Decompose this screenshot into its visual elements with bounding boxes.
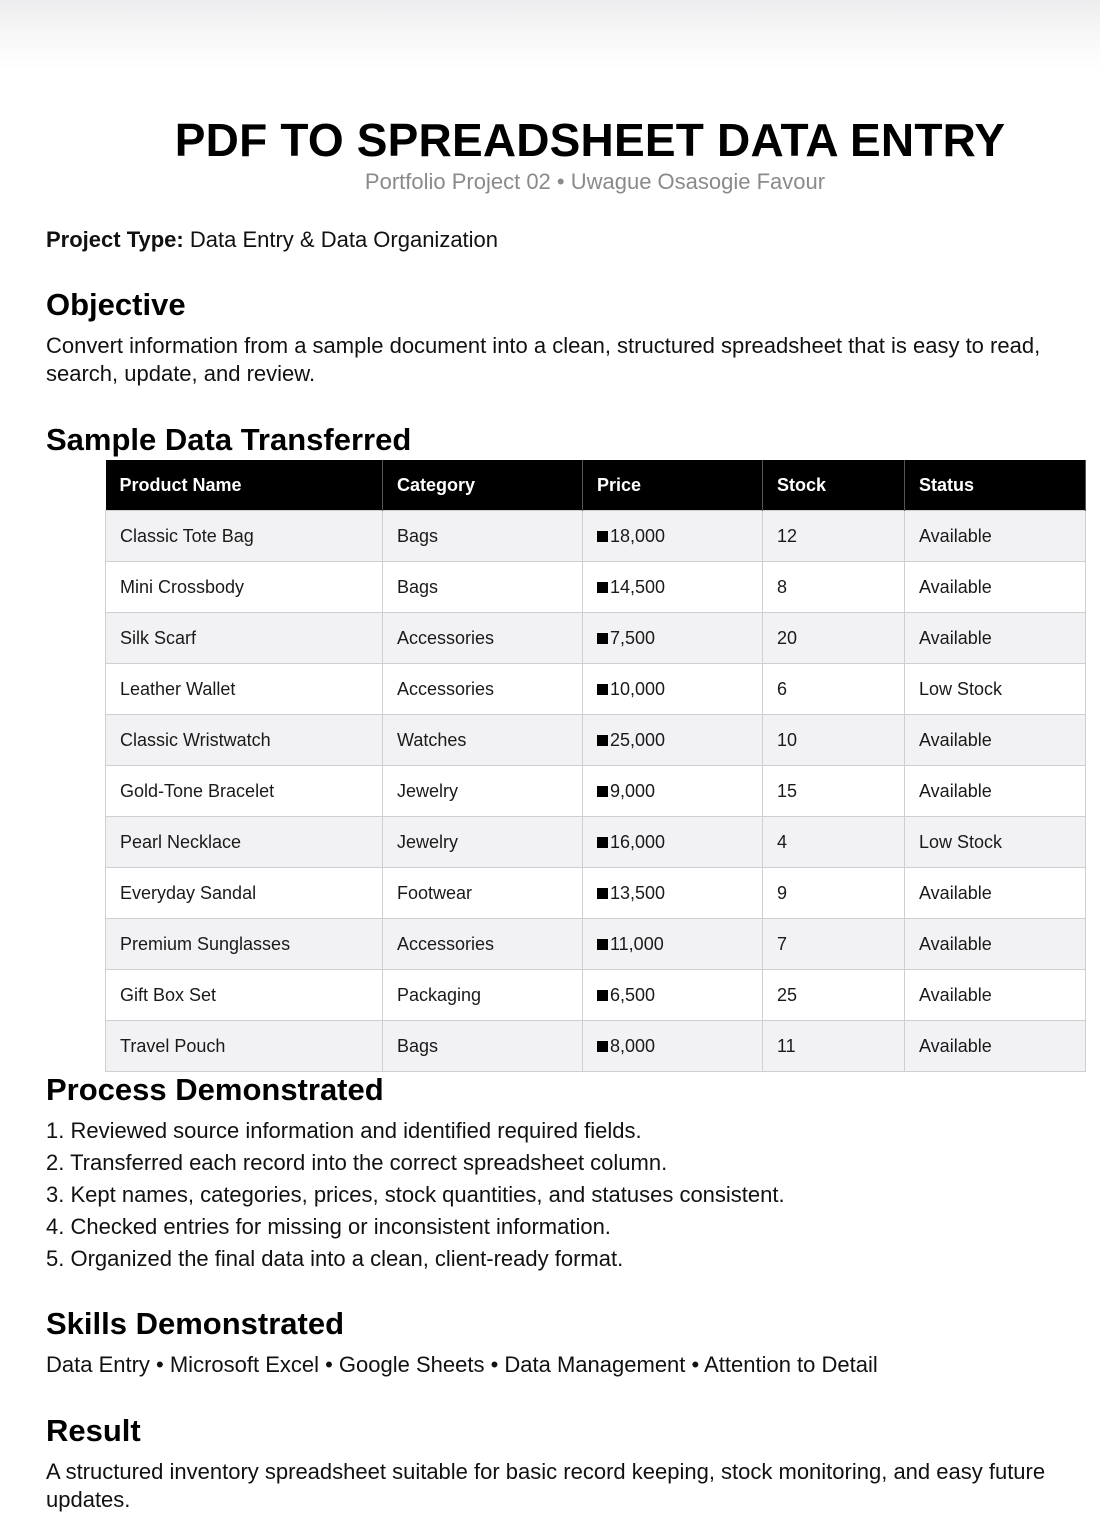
table-row — [106, 562, 1086, 613]
cell-status: Available — [905, 562, 1086, 613]
cell-stock: 10 — [763, 715, 905, 766]
currency-symbol-icon — [597, 786, 608, 797]
cell-status: Available — [905, 919, 1086, 970]
price-value: 8,000 — [610, 1035, 656, 1056]
price-value: 9,000 — [610, 780, 656, 801]
cell-status: Available — [905, 715, 1086, 766]
cell-category: Footwear — [383, 868, 583, 919]
price-value: 18,000 — [610, 525, 666, 546]
cell-category: Bags — [383, 511, 583, 562]
cell-stock: 25 — [763, 970, 905, 1021]
cell-stock: 6 — [763, 664, 905, 715]
cell-status: Available — [905, 613, 1086, 664]
currency-symbol-icon — [597, 735, 608, 746]
cell-stock: 12 — [763, 511, 905, 562]
cell-status: Available — [905, 766, 1086, 817]
cell-status: Available — [905, 970, 1086, 1021]
cell-price — [583, 970, 763, 1021]
cell-status: Available — [905, 868, 1086, 919]
currency-symbol-icon — [597, 939, 608, 950]
price-value: 14,500 — [610, 576, 666, 597]
cell-product-name: Everyday Sandal — [106, 868, 383, 919]
cell-product-name: Silk Scarf — [106, 613, 383, 664]
price-value: 16,000 — [610, 831, 666, 852]
currency-symbol-icon — [597, 1041, 608, 1052]
page-subtitle: Portfolio Project 02 • Uwague Osasogie Favour — [364, 169, 826, 194]
cell-product-name: Leather Wallet — [106, 664, 383, 715]
cell-price — [583, 715, 763, 766]
product-table — [105, 460, 1086, 1072]
currency-symbol-icon — [597, 888, 608, 899]
table-row — [106, 664, 1086, 715]
cell-price — [583, 868, 763, 919]
currency-symbol-icon — [597, 633, 608, 644]
list-item: 5. Organized the final data into a clean, client-ready format. — [46, 1246, 624, 1271]
price-value: 10,000 — [610, 678, 666, 699]
table-row — [106, 766, 1086, 817]
cell-status: Available — [905, 1021, 1086, 1072]
list-item: 1. Reviewed source information and identified required fields. — [46, 1118, 642, 1143]
result-heading: Result — [46, 1413, 141, 1448]
cell-product-name: Premium Sunglasses — [106, 919, 383, 970]
currency-symbol-icon — [597, 837, 608, 848]
cell-category: Watches — [383, 715, 583, 766]
cell-price — [583, 562, 763, 613]
cell-price — [583, 613, 763, 664]
cell-category: Bags — [383, 1021, 583, 1072]
cell-stock: 8 — [763, 562, 905, 613]
table-row — [106, 715, 1086, 766]
currency-symbol-icon — [597, 684, 608, 695]
cell-category: Packaging — [383, 970, 583, 1021]
column-header-stock: Stock — [763, 460, 905, 511]
skills-heading: Skills Demonstrated — [46, 1306, 345, 1341]
cell-category: Bags — [383, 562, 583, 613]
project-type-label: Project Type: — [46, 227, 184, 252]
table-row — [106, 970, 1086, 1021]
price-value: 11,000 — [610, 933, 664, 954]
table-row — [106, 511, 1086, 562]
price-value: 13,500 — [610, 882, 666, 903]
cell-stock: 4 — [763, 817, 905, 868]
cell-status: Available — [905, 511, 1086, 562]
cell-product-name: Travel Pouch — [106, 1021, 383, 1072]
page-title: PDF TO SPREADSHEET DATA ENTRY — [174, 114, 1006, 166]
table-row — [106, 613, 1086, 664]
table-row — [106, 919, 1086, 970]
currency-symbol-icon — [597, 531, 608, 542]
objective-heading: Objective — [46, 287, 186, 322]
cell-price — [583, 1021, 763, 1072]
cell-price — [583, 511, 763, 562]
objective-text: Convert information from a sample document into a clean, structured spreadsheet that is easy to read, search, update, and review. — [46, 333, 1041, 386]
project-type-line — [46, 226, 498, 254]
sample-data-heading: Sample Data Transferred — [46, 422, 412, 457]
column-header-category: Category — [383, 460, 583, 511]
cell-price — [583, 919, 763, 970]
project-type-value: Data Entry & Data Organization — [189, 227, 499, 252]
column-header-status: Status — [905, 460, 1086, 511]
cell-product-name: Pearl Necklace — [106, 817, 383, 868]
list-item: 4. Checked entries for missing or inconsistent information. — [46, 1214, 611, 1239]
cell-category: Jewelry — [383, 817, 583, 868]
price-value: 25,000 — [610, 729, 666, 750]
column-header-product-name: Product Name — [106, 460, 383, 511]
cell-stock: 11 — [763, 1021, 905, 1072]
currency-symbol-icon — [597, 990, 608, 1001]
cell-category: Accessories — [383, 613, 583, 664]
cell-stock: 15 — [763, 766, 905, 817]
cell-category: Accessories — [383, 919, 583, 970]
price-value: 6,500 — [610, 984, 656, 1005]
cell-category: Accessories — [383, 664, 583, 715]
cell-stock: 7 — [763, 919, 905, 970]
cell-product-name: Gold-Tone Bracelet — [106, 766, 383, 817]
table-body — [106, 511, 1086, 1072]
cell-stock: 20 — [763, 613, 905, 664]
cell-product-name: Mini Crossbody — [106, 562, 383, 613]
cell-price — [583, 664, 763, 715]
table-row — [106, 817, 1086, 868]
process-steps-list — [46, 1115, 785, 1275]
list-item: 3. Kept names, categories, prices, stock quantities, and statuses consistent. — [46, 1182, 785, 1207]
result-text: A structured inventory spreadsheet suitable for basic record keeping, stock monitoring, and easy future updates. — [46, 1459, 1046, 1512]
price-value: 7,500 — [610, 627, 656, 648]
table-row — [106, 1021, 1086, 1072]
cell-price — [583, 817, 763, 868]
cell-category: Jewelry — [383, 766, 583, 817]
table-header-row — [106, 460, 1086, 511]
process-heading: Process Demonstrated — [46, 1072, 384, 1107]
currency-symbol-icon — [597, 582, 608, 593]
cell-price — [583, 766, 763, 817]
table-row — [106, 868, 1086, 919]
skills-text: Data Entry • Microsoft Excel • Google Sheets • Data Management • Attention to Detail — [46, 1352, 878, 1377]
cell-status: Low Stock — [905, 817, 1086, 868]
cell-product-name: Gift Box Set — [106, 970, 383, 1021]
list-item: 2. Transferred each record into the correct spreadsheet column. — [46, 1150, 668, 1175]
cell-stock: 9 — [763, 868, 905, 919]
cell-status: Low Stock — [905, 664, 1086, 715]
cell-product-name: Classic Wristwatch — [106, 715, 383, 766]
column-header-price: Price — [583, 460, 763, 511]
cell-product-name: Classic Tote Bag — [106, 511, 383, 562]
top-shade — [0, 0, 1100, 70]
